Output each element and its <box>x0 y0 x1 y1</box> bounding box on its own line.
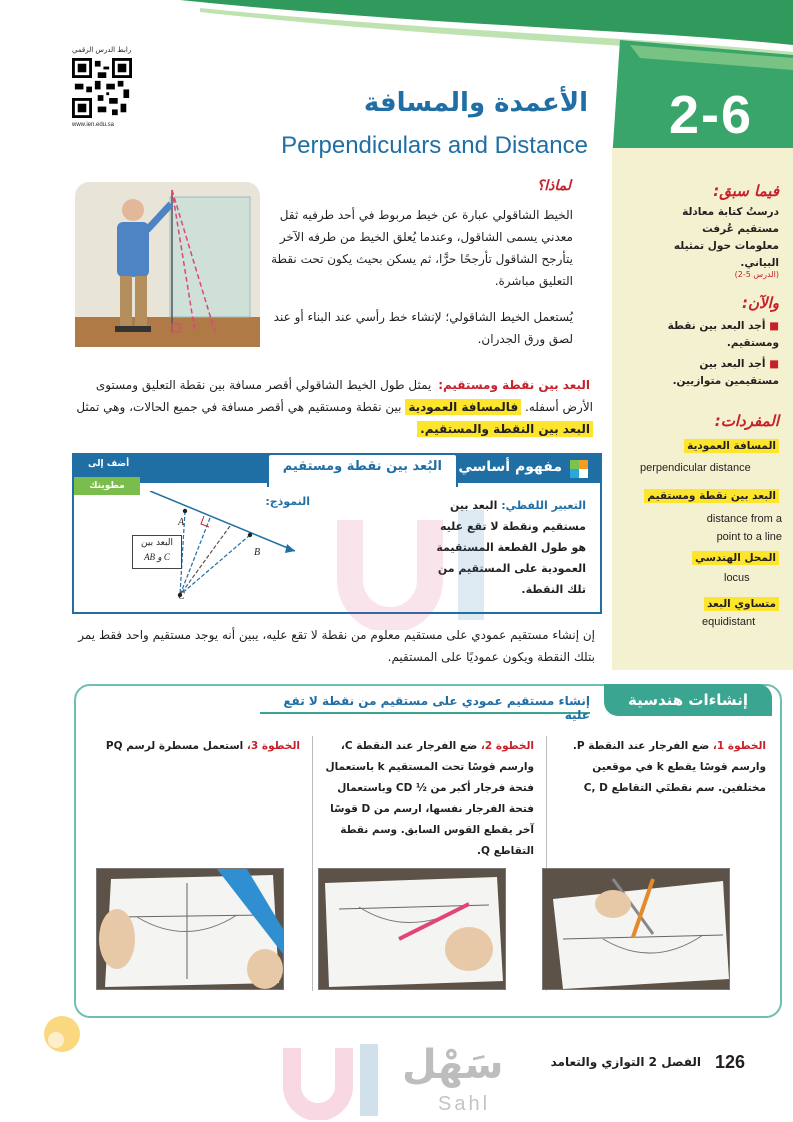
vocab-term-en: locus <box>724 572 750 584</box>
now-item: ■ أجد البعد بين نقطة ومستقيم. <box>667 320 779 349</box>
step-3-photo <box>96 868 284 990</box>
point-line-distance-term: البعد بين النقطة والمستقيم. <box>417 421 593 437</box>
prev-text: درستُ كتابة معادلة مستقيم عُرفت معلومات حول تمثيله البياني. <box>673 206 779 269</box>
model-label: النموذج: <box>265 495 310 508</box>
verbal-description: التعبير اللفظي: البعد بين مستقيم ونقطة لا تقع عليه هو طول القطعة المستقيمة العمودية على المستقيم من تلك النقطة. <box>436 499 586 596</box>
point-a-label: A <box>178 517 185 528</box>
chapter-title: الفصل 2 التوازي والتعامد <box>550 1055 701 1069</box>
watermark-text-arabic: سَهْل <box>402 1042 504 1088</box>
prev-heading: فيما سبق: <box>713 182 779 200</box>
constructions-box <box>74 684 782 1018</box>
qr-url: www.ien.edu.sa <box>72 122 115 128</box>
key-concept-title: البُعد بين نقطة ومستقيم <box>267 453 458 487</box>
vocab-term-ar: المسافة العمودية <box>684 438 779 455</box>
step-2: الخطوة 2، ضع الفرجار عند النقطة C، وارسم قوسًا تحت المستقيم k باستعمال فتحة فرجار أكبر من ½ CD وباستعمال فتحة الفرجار نفسها، ارسم من D قوسًا آخر يقطع القوس السابق. وسم نقطة التقاطع Q. <box>325 740 534 857</box>
why-paragraph-1: الخيط الشاقولي عبارة عن خيط مربوط في أحد طرفيه ثقل معدني يسمى الشاقول، وعندما يُعلق الخيط من طرفه الآخر يتأرجح الشاقول تأرجحًا حرًّا، ثم يسكن بحيث يكون تحت نقطة التعليق مباشرة. <box>271 208 573 288</box>
divider <box>312 736 313 991</box>
vocab-term-ar: البعد بين نقطة ومستقيم <box>644 488 779 505</box>
step-2-photo <box>318 868 506 990</box>
plumb-line-photo <box>75 182 260 347</box>
sidebar <box>612 148 793 670</box>
qr-label: رابط الدرس الرقمي <box>72 46 132 54</box>
step-1: الخطوة 1، ضع الفرجار عند النقطة P. وارسم قوسًا يقطع k في موقعين مختلفين. سم نقطتَي التقاطع C, D <box>572 740 766 794</box>
watermark-text-english: Sahl <box>438 1093 491 1115</box>
constructions-title: إنشاء مستقيم عمودي على مستقيم من نقطة لا تقع عليه <box>260 694 590 714</box>
foldable-badge[interactable]: مطويتك <box>74 477 140 495</box>
vocab-term-ar: المحل الهندسي <box>692 550 779 567</box>
vocab-term-ar: متساوي البعد <box>704 596 779 613</box>
distance-term: البعد بين نقطة ومستقيم: <box>438 378 590 392</box>
distance-label-box: البعد بين AB و C <box>132 535 182 569</box>
add-to-label: أضف إلى <box>88 459 130 469</box>
distance-text-2: بين نقطة ومستقيم هي أقصر مسافة في جميع الحالات، وهي تمثل <box>76 400 402 414</box>
step-1-photo <box>542 868 730 990</box>
vocab-term-en: equidistant <box>702 616 756 628</box>
distance-text-1: يمثل طول الخيط الشاقولي أقصر مسافة بين نقطة التعليق ومستوى الأرض أسفله. <box>95 378 593 414</box>
perpendicular-distance-term: فالمسافة العمودية <box>405 399 521 415</box>
point-c-label: C <box>178 591 185 602</box>
background-watermark-logo <box>330 500 510 630</box>
why-heading: لماذا؟ <box>536 178 571 194</box>
lesson-title-english: Perpendiculars and Distance <box>281 132 588 159</box>
key-concept-tag: مفهوم أساسي <box>458 459 562 475</box>
vocab-term-en: distance from a point to a line <box>706 513 782 543</box>
vocab-term-en: perpendicular distance <box>640 462 751 474</box>
now-heading: والآن: <box>742 294 779 312</box>
page-number: 126 <box>715 1052 746 1072</box>
watermark-logo <box>280 1040 390 1120</box>
lesson-number: 2-6 <box>668 85 754 145</box>
now-item: ■ أجد البعد بين مستقيمين متوازيين. <box>672 358 779 387</box>
point-b-label: B <box>254 547 261 558</box>
step-3: الخطوة 3، استعمل مسطرة لرسم PQ <box>105 740 300 752</box>
prev-ref: (الدرس 5-2) <box>734 270 779 279</box>
vocab-heading: المفردات: <box>714 412 779 430</box>
lesson-title-arabic: الأعمدة والمسافة <box>363 88 588 118</box>
distance-paragraph <box>68 374 593 440</box>
after-concept-paragraph: إن إنشاء مستقيم عمودي على مستقيم معلوم من نقطة لا تقع عليه، يبين أنه يوجد مستقيم واحد فقط يمر بتلك النقطة ويكون عموديًا على المستقيم. <box>78 628 595 664</box>
why-paragraph-2: يُستعمل الخيط الشاقولي؛ لإنشاء خط رأسي عند البناء أو عند لصق ورق الجدران. <box>273 310 573 346</box>
qr-code[interactable] <box>72 58 132 118</box>
constructions-tag: إنشاءات هندسية <box>604 684 772 716</box>
side-tab-icon <box>40 1010 80 1060</box>
concept-logo-icon <box>568 458 590 480</box>
